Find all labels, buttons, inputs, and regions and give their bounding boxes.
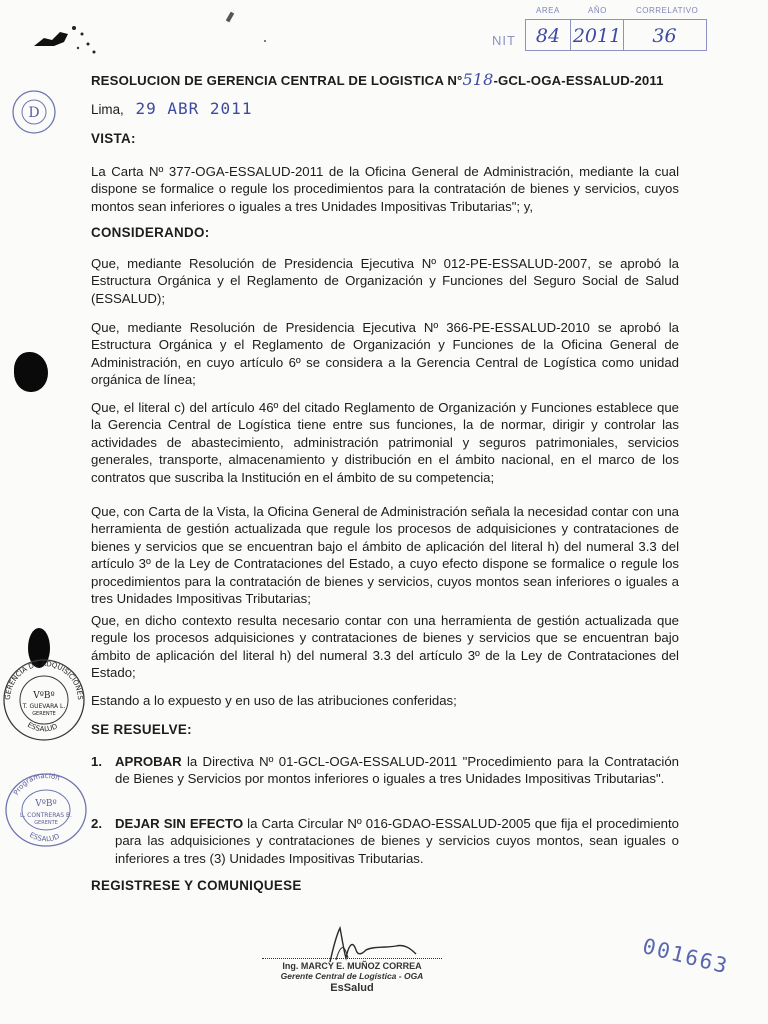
resolution-number: 518 (462, 70, 494, 89)
approval-stamp-adquisiciones (0, 654, 88, 742)
registry-label-year: AÑO (588, 6, 607, 15)
approval-stamp-programacion (2, 770, 90, 850)
item-number: 2. (91, 816, 102, 831)
registry-year-value: 2011 (571, 20, 624, 50)
resolution-item-1 (91, 753, 679, 788)
stamp1-arc-top: GERENCIA DE ADQUISICIONES (3, 659, 85, 701)
item-text: la Directiva Nº 01-GCL-OGA-ESSALUD-2011 "Procedimiento para la Contratación de Bienes y Servicios por montos inferiores o iguales a tres Unidades Impositivas Tributarias". (115, 754, 679, 787)
section-considerando-heading: CONSIDERANDO: (91, 225, 210, 240)
stamp2-arc-top: Programación (12, 771, 62, 797)
svg-text:Programación (12, 772, 61, 797)
section-resuelve-heading: SE RESUELVE: (91, 722, 192, 737)
considerando-paragraph-2: Que, mediante Resolución de Presidencia Ejecutiva Nº 366-PE-ESSALUD-2010 se aprobó la Estructura Orgánica y el Reglamento de Organización y Funciones de la Oficina General de Administración, en cuyo artículo 6º se considera a la Gerencia Central de Logística como unidad orgánica de línea; (91, 320, 679, 388)
seal-letter: D (28, 105, 40, 121)
title-suffix: -GCL-OGA-ESSALUD-2011 (493, 73, 664, 88)
date-stamp: 29 ABR 2011 (135, 99, 253, 118)
registry-correlative-value: 36 (652, 25, 677, 47)
stamp2-name: L. CONTRERAS B. (20, 812, 72, 819)
signatory-name: Ing. MARCY E. MUÑOZ CORREA (282, 961, 422, 971)
signature-block (262, 958, 442, 994)
considerando-paragraph-5: Que, en dicho contexto resulta necesario contar con una herramienta de gestión actualizada que regule los procesos adquisiciones y contrataciones de bienes y servicios que se encuentran bajo ámbito de aplicación del literal h) del numeral 3.3 del artículo 3º de la Ley de Contrataciones del Estado; (91, 613, 679, 681)
svg-text:ESSALUD (26, 721, 59, 733)
item-number: 1. (91, 754, 102, 769)
considerando-paragraph-4: Que, con Carta de la Vista, la Oficina General de Administración señala la necesidad contar con una herramienta de gestión actualizada que regule los procesos de adquisiciones y contrataciones de bienes y servicios que se encuentran bajo el ámbito de aplicación del literal h) del numeral 3.3 del artículo 3º de la Ley de Contrataciones del Estado, a cuyo efecto dispone se formalice o regule los procedimientos para la contratación de bienes y servicios, cuyos montos sean inferiores o iguales a tres Unidades Impositivas Tributarias; (91, 504, 679, 607)
registry-area-value: 84 (526, 20, 571, 50)
stamp1-vb: VºBº (33, 691, 55, 701)
punch-hole-blot (14, 352, 48, 392)
scan-speck (264, 40, 266, 42)
signatory-role: Gerente Central de Logística - OGA (280, 971, 424, 981)
page-number-stamp: 001663 (640, 934, 732, 979)
stamp1-name: T. GUEVARA L. (22, 703, 66, 710)
stamp2-arc-bottom: ESSALUD (27, 830, 61, 844)
considerando-paragraph-1: Que, mediante Resolución de Presidencia Ejecutiva Nº 012-PE-ESSALUD-2007, se aprobó la Estructura Orgánica y el Reglamento de Organización y Funciones del Seguro Social de Salud (ESSALUD); (91, 256, 679, 306)
scan-noise-mark (30, 14, 120, 64)
stamp2-vb: VºBº (35, 799, 57, 809)
considerando-paragraph-6: Estando a lo expuesto y en uso de las atribuciones conferidas; (91, 693, 457, 708)
vista-paragraph: La Carta Nº 377-OGA-ESSALUD-2011 de la Oficina General de Administración, mediante la cual dispone se formalice o regule los procedimientos para la contratación de bienes y servicios, cuyos montos sean inferiores o iguales a tres Unidades Impositivas Tributarias"; y, (91, 164, 679, 214)
registry-prefix: NIT (492, 33, 516, 48)
stamp2-role: GERENTE (34, 820, 58, 826)
stamp1-role: GERENTE (32, 711, 56, 717)
section-vista-heading: VISTA: (91, 131, 136, 146)
item-verb: APROBAR (115, 754, 182, 769)
resolution-item-2 (91, 815, 679, 867)
city-label: Lima, (91, 102, 124, 117)
registry-label-correlative: CORRELATIVO (636, 6, 699, 15)
registry-label-area: AREA (536, 6, 560, 15)
stamp1-arc-bottom: ESSALUD (25, 720, 59, 734)
item-text: la Carta Circular Nº 016-GDAO-ESSALUD-2005 que fija el procedimiento para las adquisiciones y contrataciones de bienes y servicios cuyos montos, sean iguales o inferiores a tres (3) Unidades Impositivas Tributarias. (115, 816, 679, 866)
item-verb: DEJAR SIN EFECTO (115, 816, 244, 831)
title-prefix: RESOLUCION DE GERENCIA CENTRAL DE LOGISTICA N° (91, 73, 463, 88)
essalud-logo: EsSalud (330, 982, 374, 994)
signature-line (262, 958, 442, 959)
place-date (91, 99, 252, 118)
resolution-title (91, 70, 664, 89)
considerando-paragraph-3: Que, el literal c) del artículo 46º del citado Reglamento de Organización y Funciones establece que la Gerencia Central de Logística tiene entre sus funciones, la de normar, dirigir y controlar las actividades de abastecimiento, administración patrimonial y seguros patrimoniales, servicios generales, transporte, almacenamiento y distribución en el ámbito nacional, en el marco de los contratos que suscriba la Institución en el ámbito de su competencia; (91, 400, 679, 485)
svg-text:ESSALUD (28, 831, 61, 843)
round-seal (10, 88, 58, 136)
scan-speck (226, 12, 234, 23)
registry-box (525, 19, 707, 51)
section-registrese-heading: REGISTRESE Y COMUNIQUESE (91, 878, 302, 893)
